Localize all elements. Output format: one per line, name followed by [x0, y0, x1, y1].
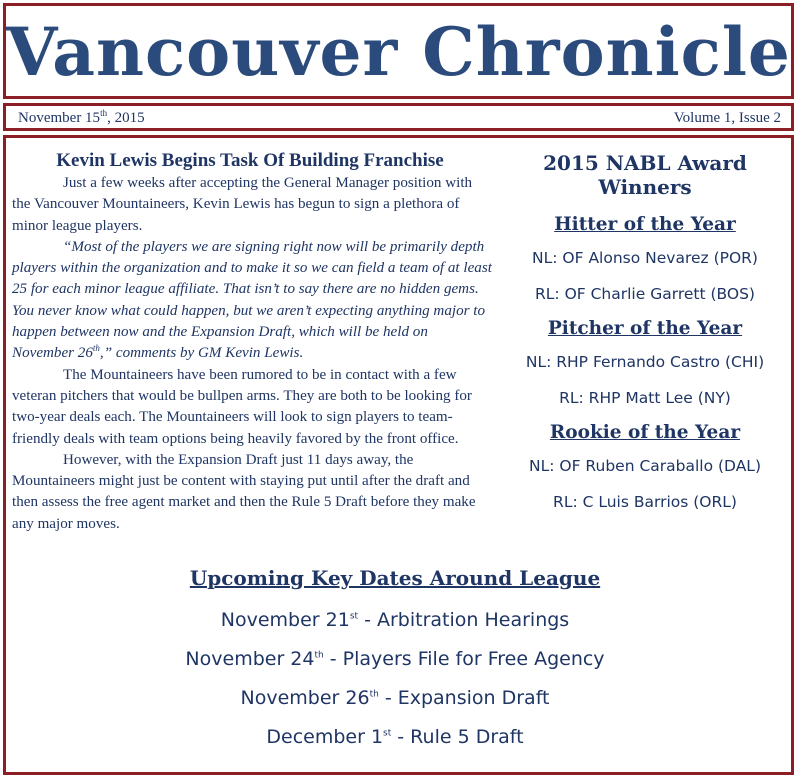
newspaper-title: Vancouver Chronicle: [6, 13, 791, 91]
award-winner-nl: NL: OF Ruben Caraballo (DAL): [529, 457, 761, 475]
key-dates-list: [0, 604, 790, 760]
article-paragraph: However, with the Expansion Draft just 11 days away, the Mountaineers might just be content with staying put until after the draft and then assess the free agent market and then the Rule 5 Draft before they make any major moves.: [12, 451, 476, 532]
awards-title: 2015 NABL Award Winners: [543, 151, 747, 199]
article-body: [12, 173, 492, 535]
award-winner-rl: RL: OF Charlie Garrett (BOS): [535, 285, 755, 303]
key-date-item: December 1st - Rule 5 Draft: [266, 726, 524, 748]
award-heading: Rookie of the Year: [549, 422, 741, 443]
key-dates-title: Upcoming Key Dates Around League: [189, 566, 601, 590]
award-winner-nl: NL: RHP Fernando Castro (CHI): [525, 353, 765, 371]
award-heading: Hitter of the Year: [554, 214, 736, 235]
info-bar: [3, 103, 794, 131]
article-paragraph: The Mountaineers have been rumored to be in contact with a few veteran pitchers that would be bullpen arms. They are both to be looking for two-year deals each. The Mountaineers will look to sign players to team-friendly deals with team options being heavily favored by the front office.: [12, 366, 472, 447]
issue-date: November 15th, 2015: [18, 108, 145, 126]
award-winner-nl: NL: OF Alonso Nevarez (POR): [532, 249, 758, 267]
article-quote: “Most of the players we are signing right now will be primarily depth players within the organization and to make it so we can field a team of at least 25 for each minor league affiliate. That isn’t to say there are no hidden gems. You never know what could happen, but we aren’t expecting anything major to happen between now and the Expansion Draft, which will be held on November 26th,” comments by GM Kevin Lewis.: [12, 238, 492, 362]
volume-issue: Volume 1, Issue 2: [673, 110, 781, 126]
key-date-item: November 21st - Arbitration Hearings: [220, 609, 570, 631]
award-winner-rl: RL: RHP Matt Lee (NY): [559, 389, 731, 407]
article-headline: Kevin Lewis Begins Task Of Building Franchise: [56, 150, 444, 171]
key-date-item: November 24th - Players File for Free Agency: [185, 648, 605, 670]
awards-sidebar: [500, 151, 790, 526]
article-paragraph: Just a few weeks after accepting the General Manager position with the Vancouver Mountaineers, Kevin Lewis has begun to sign a plethora of minor league players.: [12, 175, 473, 234]
masthead: [3, 3, 794, 99]
key-date-item: November 26th - Expansion Draft: [240, 687, 550, 709]
award-heading: Pitcher of the Year: [547, 318, 743, 339]
award-winner-rl: RL: C Luis Barrios (ORL): [553, 493, 737, 511]
